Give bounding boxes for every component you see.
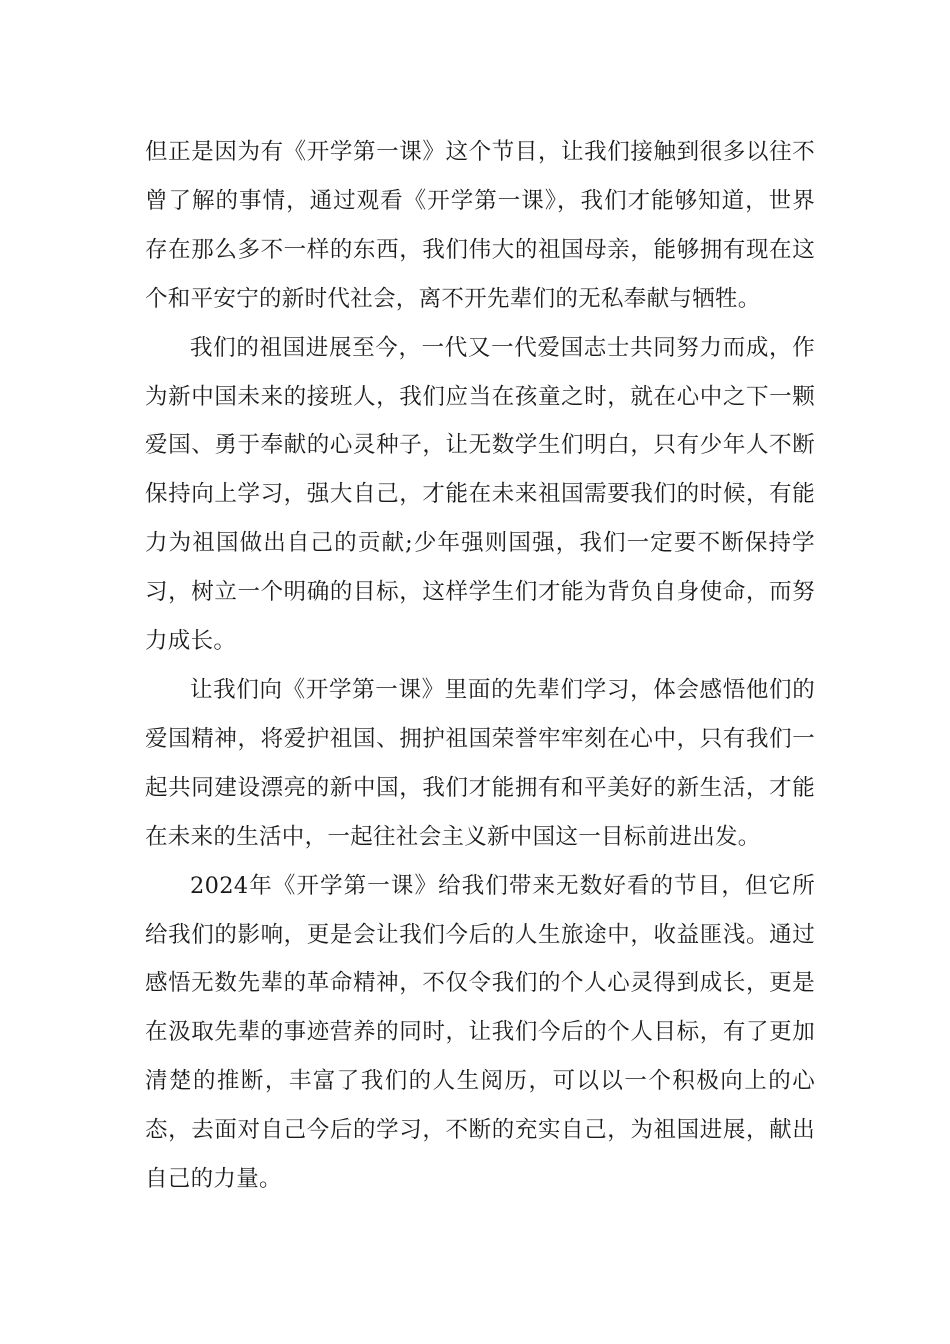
paragraph-4: 2024年《开学第一课》给我们带来无数好看的节目，但它所给我们的影响，更是会让我们今后的人生旅途中，收益匪浅。通过感悟无数先辈的革命精神，不仅令我们的个人心灵得到成长，更是在汲取先辈的事迹营养的同时，让我们今后的个人目标，有了更加清楚的推断，丰富了我们的人生阅历，可以以一个积极向上的心态，去面对自己今后的学习，不断的充实自己，为祖国进展，献出自己的力量。: [145, 872, 815, 1193]
paragraph-2: 我们的祖国进展至今，一代又一代爱国志士共同努力而成，作为新中国未来的接班人，我们应当在孩童之时，就在心中之下一颗爱国、勇于奉献的心灵种子，让无数学生们明白，只有少年人不断保持向上学习，强大自己，才能在未来祖国需要我们的时候，有能力为祖国做出自己的贡献;少年强则国强，我们一定要不断保持学习，树立一个明确的目标，这样学生们才能为背负自身使命，而努力成长。: [145, 334, 815, 655]
paragraph-1: 但正是因为有《开学第一课》这个节目，让我们接触到很多以往不曾了解的事情，通过观看《开学第一课》，我们才能够知道，世界存在那么多不一样的东西，我们伟大的祖国母亲，能够拥有现在这个和平安宁的新时代社会，离不开先辈们的无私奉献与牺牲。: [145, 139, 815, 312]
paragraph-3: 让我们向《开学第一课》里面的先辈们学习，体会感悟他们的爱国精神，将爱护祖国、拥护祖国荣誉牢牢刻在心中，只有我们一起共同建设漂亮的新中国，我们才能拥有和平美好的新生活，才能在未来的生活中，一起往社会主义新中国这一目标前进出发。: [145, 676, 815, 850]
body-text: [145, 128, 815, 1204]
